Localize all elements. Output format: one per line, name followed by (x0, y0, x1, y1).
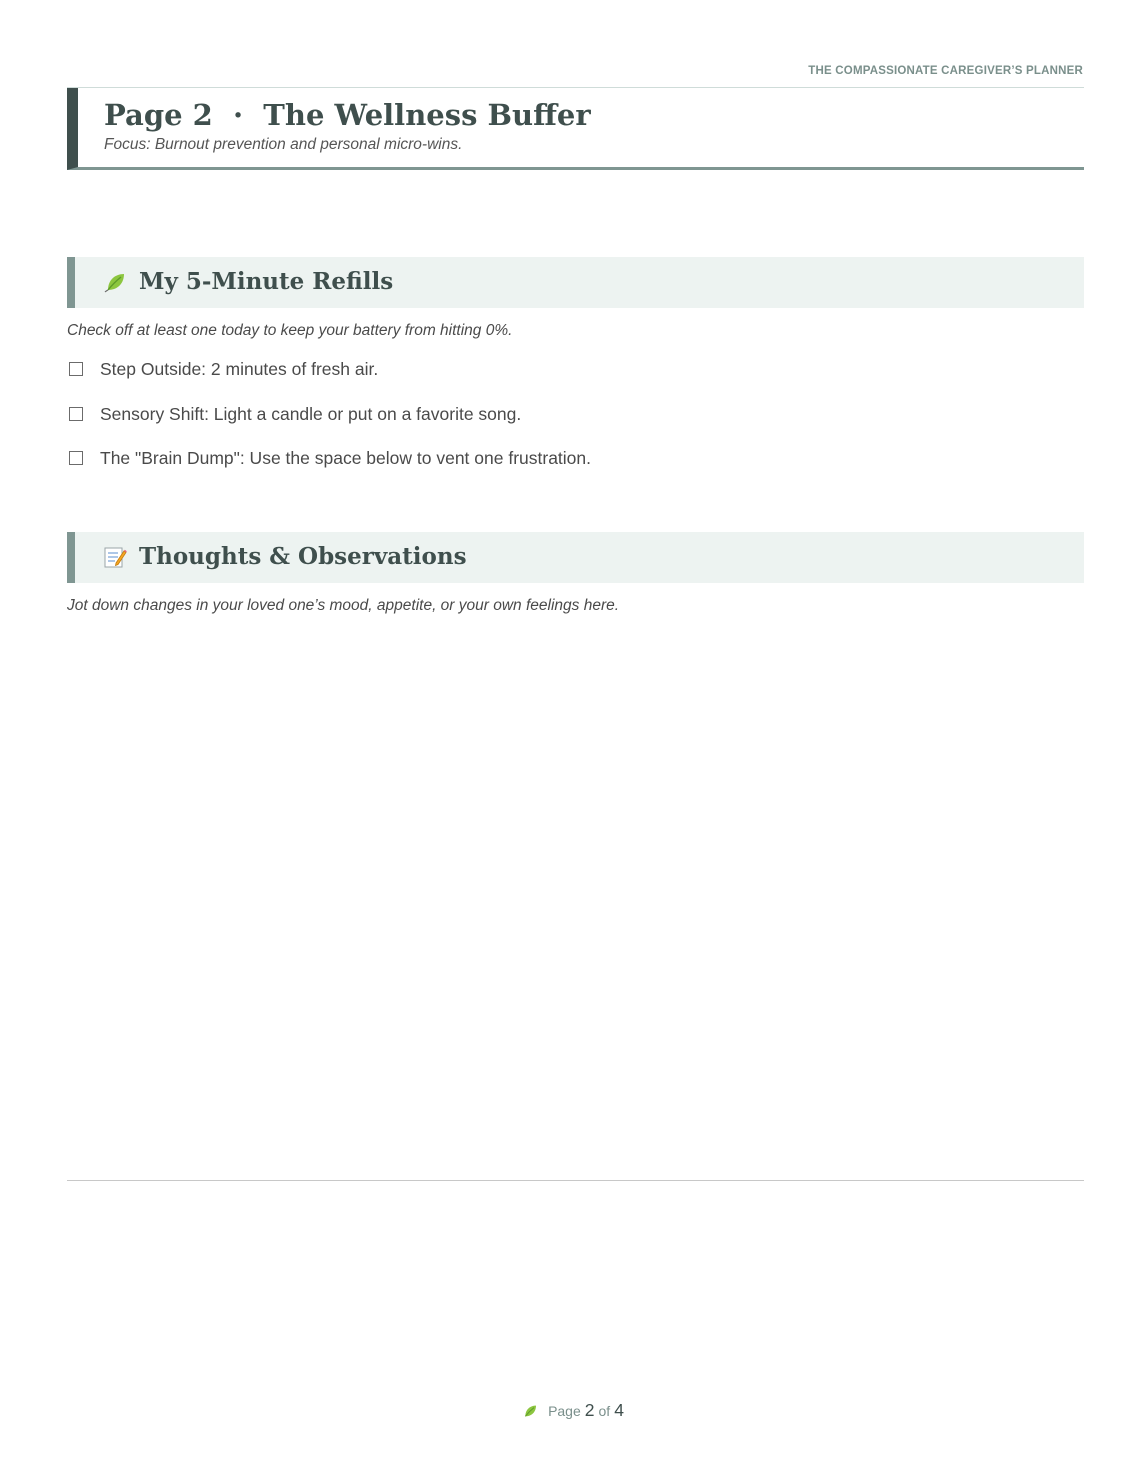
thoughts-heading: Thoughts & Observations (139, 543, 467, 570)
refill-label: Sensory Shift: Light a candle or put on a favorite song. (100, 403, 522, 424)
page-footer (0, 1400, 1146, 1421)
leaf-icon (103, 270, 127, 294)
page-focus-subtitle: Focus: Burnout prevention and personal micro-wins. (104, 136, 463, 153)
thoughts-section-header (67, 532, 1084, 583)
refill-checkbox[interactable] (69, 362, 83, 376)
refill-item (67, 401, 1084, 446)
refill-label: Step Outside: 2 minutes of fresh air. (100, 359, 379, 379)
footer-current-page: 2 (584, 1400, 595, 1420)
refills-heading: My 5-Minute Refills (139, 268, 394, 295)
refill-item (67, 356, 1084, 401)
refill-item (67, 445, 1084, 490)
memo-pencil-icon (103, 545, 127, 569)
footer-of-word: of (598, 1403, 611, 1419)
refill-checkbox[interactable] (69, 407, 83, 421)
notes-writing-area[interactable] (67, 630, 1084, 1170)
page-title-block (67, 88, 1084, 170)
refill-label: The "Brain Dump": Use the space below to vent one frustration. (100, 448, 592, 468)
leaf-icon (522, 1403, 538, 1419)
refill-checkbox[interactable] (69, 451, 83, 465)
footer-page-word: Page (548, 1403, 581, 1419)
footer-total-pages: 4 (614, 1400, 624, 1420)
running-header-title: THE COMPASSIONATE CAREGIVER’S PLANNER (808, 65, 1083, 77)
page-title: Page 2 · The Wellness Buffer (104, 98, 591, 132)
refills-intro: Check off at least one today to keep your battery from hitting 0%. (67, 322, 513, 339)
refills-checklist (67, 356, 1084, 490)
thoughts-intro: Jot down changes in your loved one’s mood, appetite, or your own feelings here. (67, 597, 620, 614)
refills-section-header (67, 257, 1084, 308)
section-divider (67, 1180, 1084, 1181)
